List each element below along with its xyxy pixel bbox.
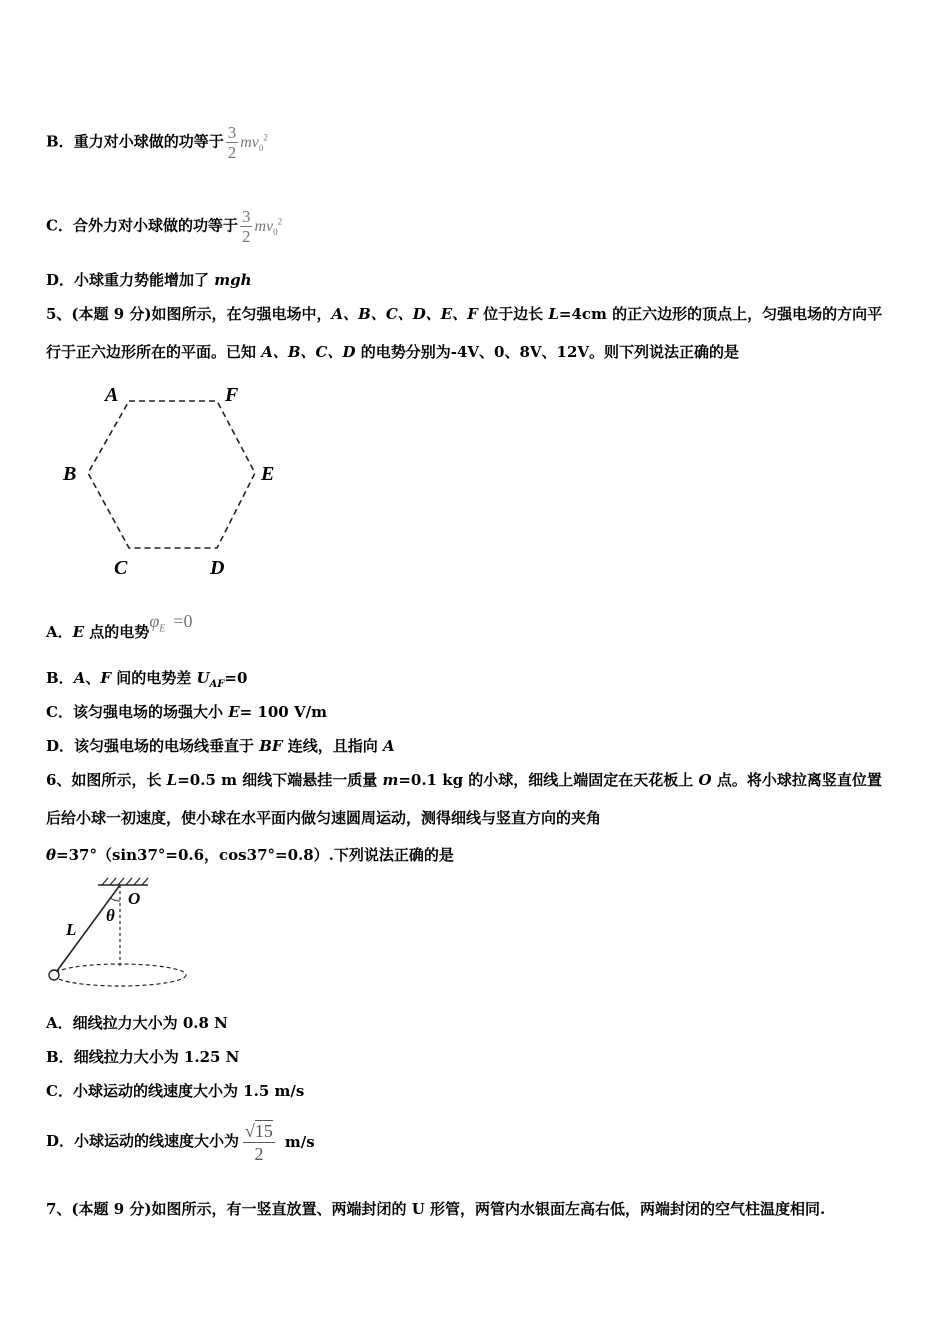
q6-stem-line1: 6、如图所示，长 L=0.5 m 细线下端悬挂一质量 m=0.1 kg 的小球，细线上端固定在天花板上 O 点。将小球拉离竖直位置 <box>46 771 882 789</box>
q6-option-d: D．小球运动的线速度大小为 $\frac{√15}{2}$ m/s <box>46 1120 315 1164</box>
pendulum-figure <box>40 875 200 995</box>
q4-option-d: D．小球重力势能增加了 mgh <box>46 271 252 289</box>
q6-option-a: A．细线拉力大小为 0.8 N <box>46 1014 228 1032</box>
q5-option-c: C．该匀强电场的场强大小 E= 100 V/m <box>46 703 327 721</box>
q6-option-b: B．细线拉力大小为 1.25 N <box>46 1048 240 1066</box>
q5-option-a: A．E 点的电势$\varphi_E =0$ <box>46 611 193 641</box>
formula: $mv_0^2$ <box>254 216 283 237</box>
q6-stem-line3: θ=37°（sin37°=0.6，cos37°=0.8）.下列说法正确的是 <box>46 846 454 864</box>
label-o: O <box>128 889 141 908</box>
q6-option-c: C．小球运动的线速度大小为 1.5 m/s <box>46 1082 305 1100</box>
q6-stem-line2: 后给小球一初速度，使小球在水平面内做匀速圆周运动，测得细线与竖直方向的夹角 <box>46 809 602 827</box>
hexagon-figure <box>55 380 295 585</box>
sqrt-fraction: $\frac{√15}{2}$ <box>245 1120 273 1164</box>
phi-symbol: $\varphi_E$ <box>149 611 166 635</box>
formula: $mv_0^2$ <box>240 132 268 153</box>
ball <box>49 970 59 980</box>
label-l: L <box>66 920 77 939</box>
fraction: $\frac{3}{2}$ <box>227 123 237 162</box>
label-f: F <box>225 384 239 406</box>
q5-stem-line2: 行于正六边形所在的平面。已知 A、B、C、D 的电势分别为-4V、0、8V、12V。则下列说法正确的是 <box>46 343 740 361</box>
q5-stem-line1: 5、(本题 9 分)如图所示，在匀强电场中，A、B、C、D、E、F 位于边长 L=4cm 的正六边形的顶点上，匀强电场的方向平 <box>46 305 883 323</box>
hexagon <box>88 401 255 548</box>
label-b: B <box>63 463 77 485</box>
label-a: A <box>105 384 119 406</box>
q5-option-d: D．该匀强电场的电场线垂直于 BF 连线，且指向 A <box>46 737 395 755</box>
label-e: E <box>261 463 275 485</box>
fraction: $\frac{3}{2}$ <box>241 207 251 246</box>
label-c: C <box>114 557 128 579</box>
label-theta: θ <box>106 906 115 925</box>
q7-stem: 7、(本题 9 分)如图所示，有一竖直放置、两端封闭的 U 形管，两管内水银面左高右低，两端封闭的空气柱温度相同. <box>46 1200 826 1218</box>
circular-path <box>54 964 186 986</box>
q5-option-b: B．A、F 间的电势差 $U_{AF}=0$ <box>46 669 248 690</box>
q4-option-c: C．合外力对小球做的功等于 $\frac{3}{2}$ $mv_0^2$ <box>46 207 283 246</box>
angle-arc <box>111 898 121 901</box>
q4-option-b: B．重力对小球做的功等于 $\frac{3}{2}$ $mv_0^2$ <box>46 123 268 162</box>
string <box>54 885 120 975</box>
label-d: D <box>210 557 225 579</box>
ceiling-hatch <box>102 878 148 885</box>
